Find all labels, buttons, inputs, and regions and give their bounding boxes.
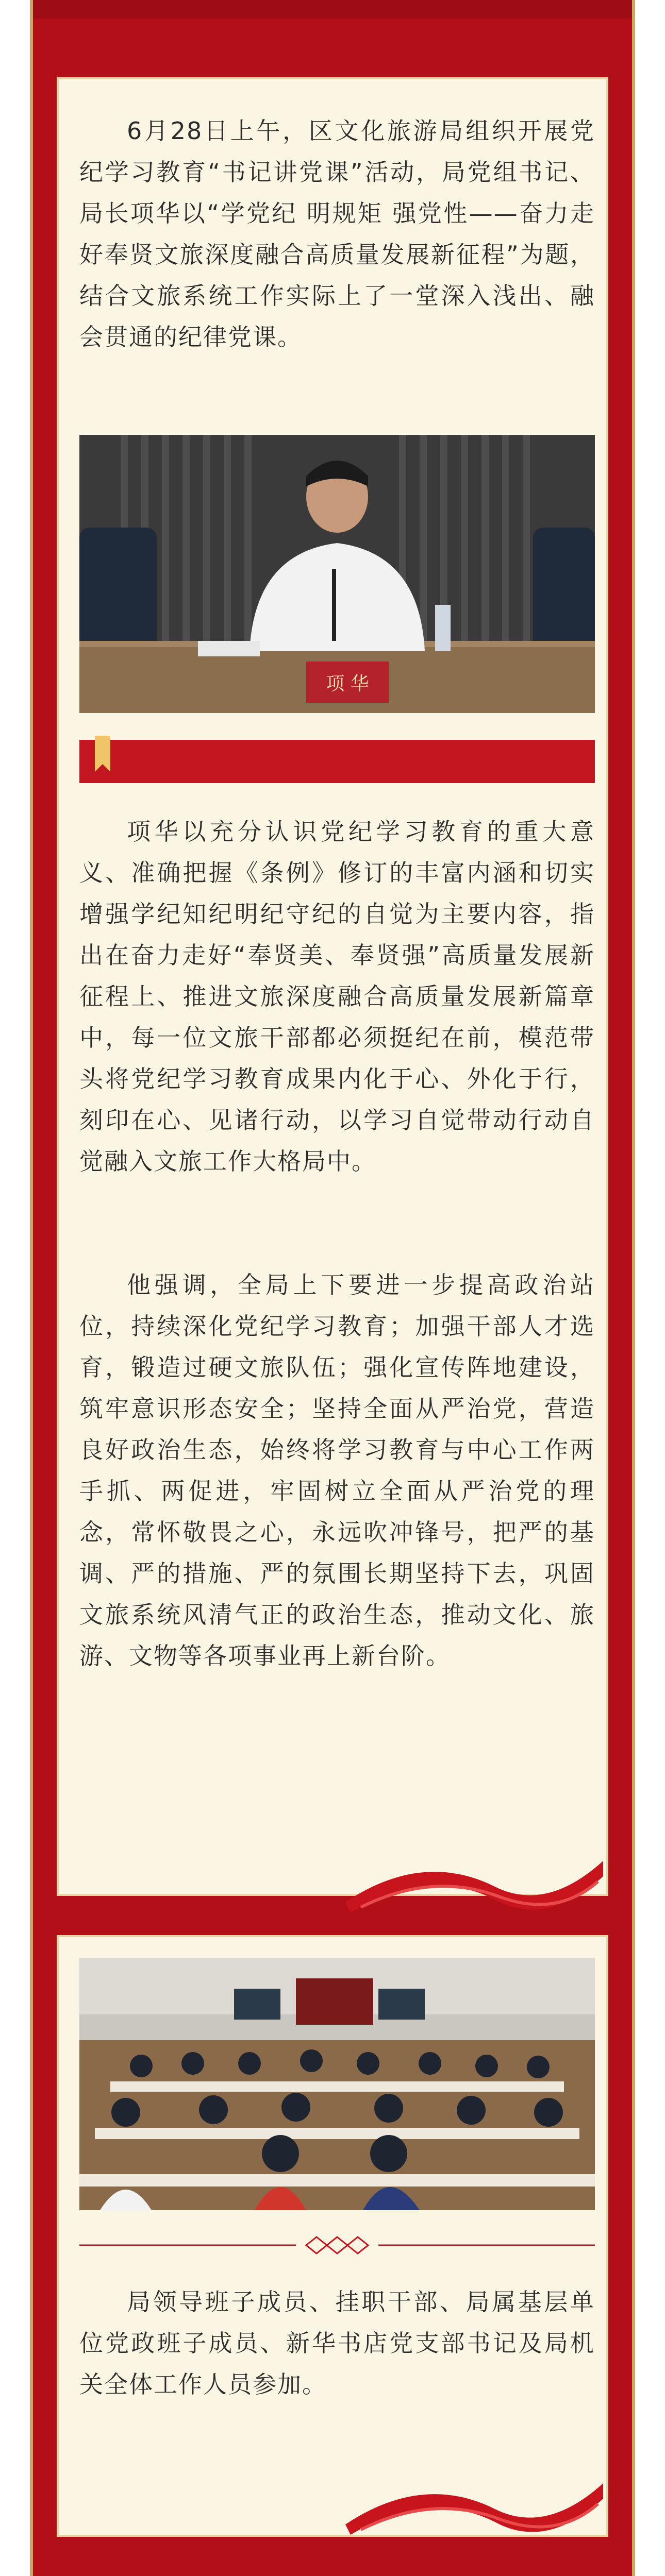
article-card-attendees [57,1935,608,2537]
body-paragraph-2: 他强调，全局上下要进一步提高政治站位，持续深化党纪学习教育；加强干部人才选育，锻造过硬文旅队伍；强化宣传阵地建设，筑牢意识形态安全；坚持全面从严治党，营造良好政治生态，始终将学习教育与中心工作两手抓、两促进，牢固树立全面从严治党的理念，常怀敬畏之心，永远吹冲锋号，把严的基调、严的措施、严的氛围长期坚持下去，巩固文旅系统风清气正的政治生态，推动文化、旅游、文物等各项事业再上新台阶。 [79,1271,595,1670]
section-divider-bar [79,740,595,783]
article-card-main [57,77,608,1896]
meeting-photo [79,1958,595,2210]
bookmark-icon [95,736,110,772]
ribbon-decoration-icon [340,1840,608,1918]
attendees-paragraph: 局领导班子成员、挂职干部、局属基层单位党政班子成员、新华书店党支部书记及局机关全体工作人员参加。 [79,2288,595,2398]
ribbon-decoration-icon [340,2463,608,2540]
top-strip [33,0,632,19]
speaker-photo [79,435,595,713]
diamond-ornament-icon [79,2235,595,2256]
intro-paragraph: 6月28日上午，区文化旅游局组织开展党纪学习教育“书记讲党课”活动，局党组书记、局长项华以“学党纪 明规矩 强党性——奋力走好奉贤文旅深度融合高质量发展新征程”为题，结合文旅系统工作实际上了一堂深入浅出、融会贯通的纪律党课。 [79,117,595,351]
nameplate-text: 项 华 [326,673,369,694]
body-paragraph-1: 项华以充分认识党纪学习教育的重大意义、准确把握《条例》修订的丰富内涵和切实增强学纪知纪明纪守纪的自觉为主要内容，指出在奋力走好“奉贤美、奉贤强”高质量发展新征程上、推进文旅深度融合高质量发展新篇章中，每一位文旅干部都必须挺纪在前，模范带头将党纪学习教育成果内化于心、外化于行，刻印在心、见诸行动，以学习自觉带动行动自觉融入文旅工作大格局中。 [79,818,595,1175]
